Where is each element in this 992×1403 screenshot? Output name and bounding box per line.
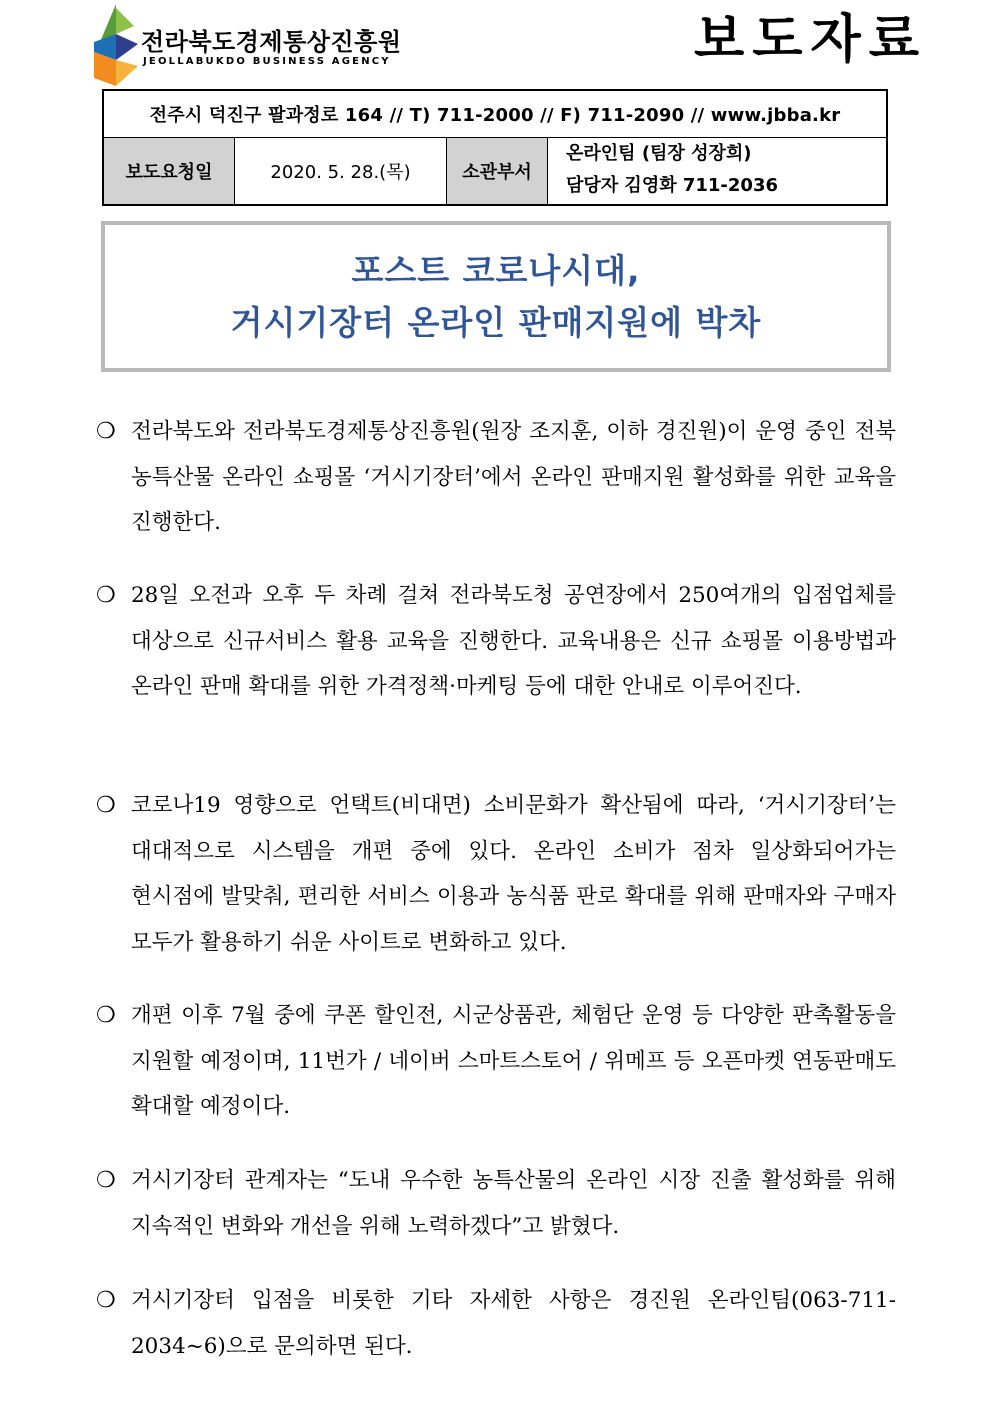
paragraph (96, 573, 896, 710)
request-date-value: 2020. 5. 28.(목) (235, 138, 447, 204)
request-date-label: 보도요청일 (104, 138, 235, 204)
paragraph-text: 개편 이후 7월 중에 쿠폰 할인전, 시군상품관, 체험단 운영 등 다양한 판촉활동을 지원할 예정이며, 11번가 / 네이버 스마트스토어 / 위메프 등 오픈마켓 연동판매도 확대할 예정이다. (131, 1003, 896, 1119)
paragraph (96, 783, 896, 965)
bullet-icon: ❍ (96, 419, 116, 444)
bullet-icon: ❍ (96, 1288, 116, 1313)
contact-line: 전주시 덕진구 팔과정로 164 // T) 711-2000 // F) 711-2090 // www.jbba.kr (104, 91, 886, 138)
info-table (102, 89, 888, 206)
department-contact: 담당자 김영화 711-2036 (566, 175, 779, 196)
paragraph (96, 1158, 896, 1249)
department-label: 소관부서 (447, 138, 548, 204)
info-row (104, 138, 886, 204)
bullet-icon: ❍ (96, 583, 116, 608)
paragraph-text: 거시기장터 관계자는 “도내 우수한 농특산물의 온라인 시장 진출 활성화를 위해 지속적인 변화와 개선을 위해 노력하겠다”고 밝혔다. (131, 1168, 896, 1239)
headline-line-1: 포스트 코로나시대, (351, 250, 641, 290)
document-type-title: 보도자료 (694, 10, 927, 70)
paragraph-text: 28일 오전과 오후 두 차례 걸쳐 전라북도청 공연장에서 250여개의 입점업체를 대상으로 신규서비스 활용 교육을 진행한다. 교육내용은 신규 쇼핑몰 이용방법과 온라인 판매 확대를 위한 가격정책·마케팅 등에 대한 안내로 이루어진다. (131, 583, 896, 699)
paragraph-text: 거시기장터 입점을 비롯한 기타 자세한 사항은 경진원 온라인팀(063-711-2034~6)으로 문의하면 된다. (131, 1288, 896, 1359)
bullet-icon: ❍ (96, 1168, 116, 1193)
headline-line-2: 거시기장터 온라인 판매지원에 박차 (230, 302, 762, 342)
org-name-english: JEOLLABUKDO BUSINESS AGENCY (143, 56, 391, 67)
bullet-icon: ❍ (96, 793, 116, 818)
headline-box (101, 221, 891, 372)
paragraph (96, 993, 896, 1130)
paragraph-text: 코로나19 영향으로 언택트(비대면) 소비문화가 확산됨에 따라, ‘거시기장터’는 대대적으로 시스템을 개편 중에 있다. 온라인 소비가 점차 일상화되어가는 현시점에 발맞춰, 편리한 서비스 이용과 농식품 판로 확대를 위해 판매자와 구매자 모두가 활용하기 쉬운 사이트로 변화하고 있다. (131, 793, 896, 955)
agency-logo-icon (94, 4, 138, 86)
department-team: 온라인팀 (팀장 성장희) (566, 143, 752, 164)
paragraph (96, 1278, 896, 1369)
paragraph (96, 409, 896, 546)
org-name: 전라북도경제통상진흥원 (141, 28, 402, 56)
department-value (548, 138, 886, 204)
header (0, 0, 992, 90)
bullet-icon: ❍ (96, 1003, 116, 1028)
paragraph-text: 전라북도와 전라북도경제통상진흥원(원장 조지훈, 이하 경진원)이 운영 중인 전북 농특산물 온라인 쇼핑몰 ‘거시기장터’에서 온라인 판매지원 활성화를 위한 교육을 진행한다. (131, 419, 896, 535)
